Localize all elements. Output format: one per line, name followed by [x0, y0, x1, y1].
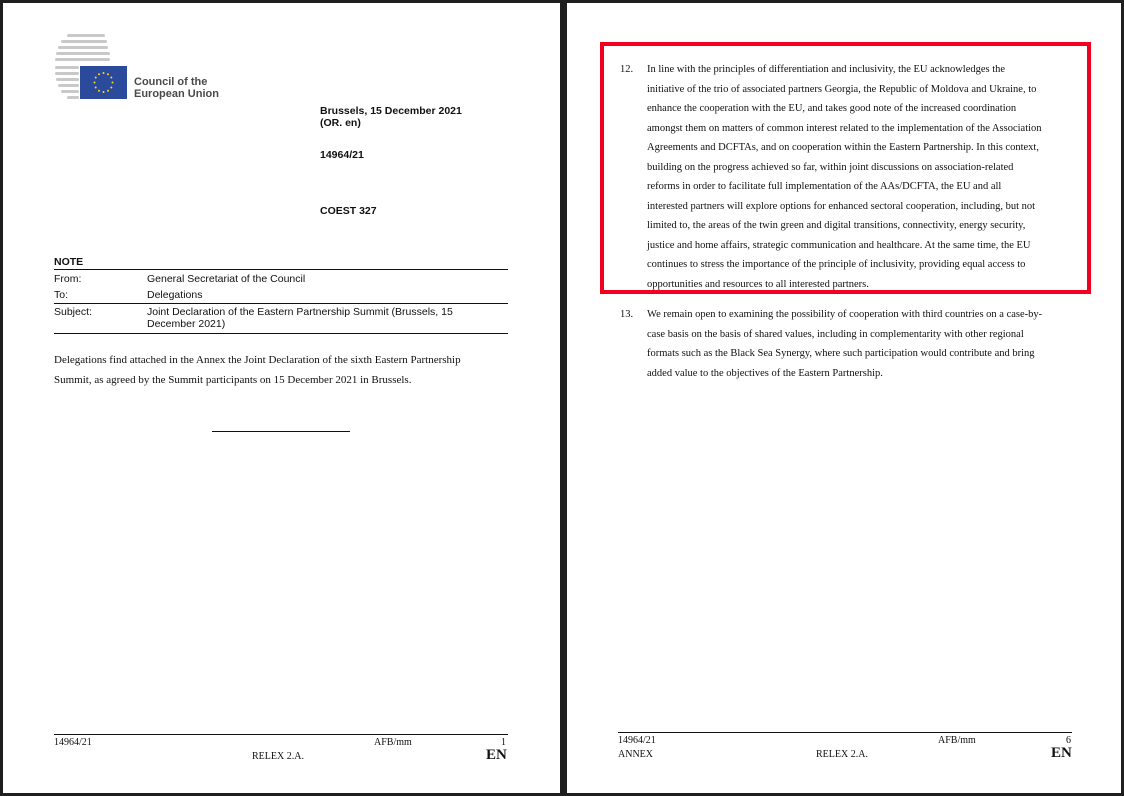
- footer-initials: AFB/mm: [374, 737, 412, 748]
- footer-rule: [54, 734, 508, 735]
- red-highlight-annotation: [600, 42, 1091, 294]
- footer-annex: ANNEX: [618, 749, 653, 760]
- note-label: To:: [54, 289, 69, 301]
- document-page-6: [567, 3, 1121, 793]
- note-label: Subject:: [54, 306, 92, 318]
- end-rule: [212, 431, 350, 432]
- text-line: continues to stress the importance of the principle of inclusivity, providing equal access to: [647, 259, 1026, 270]
- text-line: initiative of the trio of associated partners Georgia, the Republic of Moldova and Ukraine, to: [647, 83, 1037, 95]
- subject-line-2: December 2021): [147, 318, 226, 330]
- footer-lang: EN: [1051, 745, 1072, 761]
- note-value: [147, 306, 487, 330]
- footer-doc-number: 14964/21: [54, 737, 92, 748]
- intro-paragraph: [54, 350, 494, 390]
- text-line: We remain open to examining the possibility of cooperation with third countries on a case-by-: [647, 309, 1043, 320]
- footer-rule: [618, 732, 1072, 733]
- text-line: justice and home affairs, strategic communication and healthcare. At the same time, the EU: [647, 239, 1031, 251]
- text-line: case basis on the basis of shared values, including in complementarity with other regional: [647, 328, 1024, 340]
- footer-doc-number: 14964/21: [618, 735, 656, 746]
- note-row-from: [54, 273, 508, 287]
- doc-code: COEST 327: [320, 205, 377, 217]
- place-date: [320, 105, 462, 129]
- note-row-subject: [54, 306, 508, 332]
- footer-dept: RELEX 2.A.: [252, 751, 304, 762]
- logo-line-2: European Union: [134, 88, 219, 100]
- text-line: formats such as the Black Sea Synergy, where such participation would contribute and bring: [647, 348, 1035, 359]
- text-line: In line with the principles of differentiation and inclusivity, the EU acknowledges the: [647, 64, 1006, 75]
- footer-lang: EN: [486, 747, 507, 763]
- paragraph-number: 13.: [620, 309, 634, 320]
- footer-page-number: 6: [1066, 735, 1071, 746]
- paragraph-number: 12.: [620, 64, 634, 75]
- eu-flag-icon: [80, 66, 127, 99]
- text-line: opportunities and resources to all interested partners.: [647, 278, 869, 290]
- note-rule-top: [54, 269, 508, 270]
- text-line: reforms in order to facilitate full implementation of the AAs/DCFTA, the EU and all: [647, 181, 1002, 192]
- text-line: Agreements and DCFTAs, and on cooperation within the Eastern Partnership. In this context,: [647, 142, 1039, 153]
- text-line: amongst them on matters of common interest related to the implementation of the Association: [647, 122, 1042, 134]
- intro-line-2: Summit, as agreed by the Summit participants on 15 December 2021 in Brussels.: [54, 374, 412, 386]
- paragraph-text: [647, 305, 1107, 383]
- footer-initials: AFB/mm: [938, 735, 976, 746]
- intro-line-1: Delegations find attached in the Annex the Joint Declaration of the sixth Eastern Partnership: [54, 354, 461, 366]
- text-line: interested partners will explore options for enhanced sectoral cooperation, including, but not: [647, 200, 1036, 212]
- note-rule-bottom: [54, 333, 508, 334]
- note-label: From:: [54, 273, 82, 285]
- logo-line-1: Council of the: [134, 76, 208, 88]
- note-value: Delegations: [147, 289, 203, 301]
- footer-page-number: 1: [501, 737, 506, 748]
- original-language: (OR. en): [320, 117, 361, 129]
- place-date-text: Brussels, 15 December 2021: [320, 105, 462, 117]
- note-rule-mid: [54, 303, 508, 304]
- text-line: limited to, the areas of the twin green and digital transitions, connectivity, energy security,: [647, 220, 1026, 231]
- subject-line-1: Joint Declaration of the Eastern Partnership Summit (Brussels, 15: [147, 306, 453, 318]
- footer-dept: RELEX 2.A.: [816, 749, 868, 760]
- text-line: added value to the objectives of the Eastern Partnership.: [647, 367, 883, 379]
- doc-number: 14964/21: [320, 149, 364, 161]
- note-value: General Secretariat of the Council: [147, 273, 306, 285]
- text-line: enhance the cooperation with the EU, and takes good note of the increased coordination: [647, 103, 1017, 114]
- logo-text: [134, 76, 219, 100]
- text-line: building on the progress achieved so far, within joint discussions on association-related: [647, 161, 1014, 173]
- document-page-1: [3, 3, 560, 793]
- note-row-to: [54, 289, 508, 303]
- note-title: NOTE: [54, 256, 84, 268]
